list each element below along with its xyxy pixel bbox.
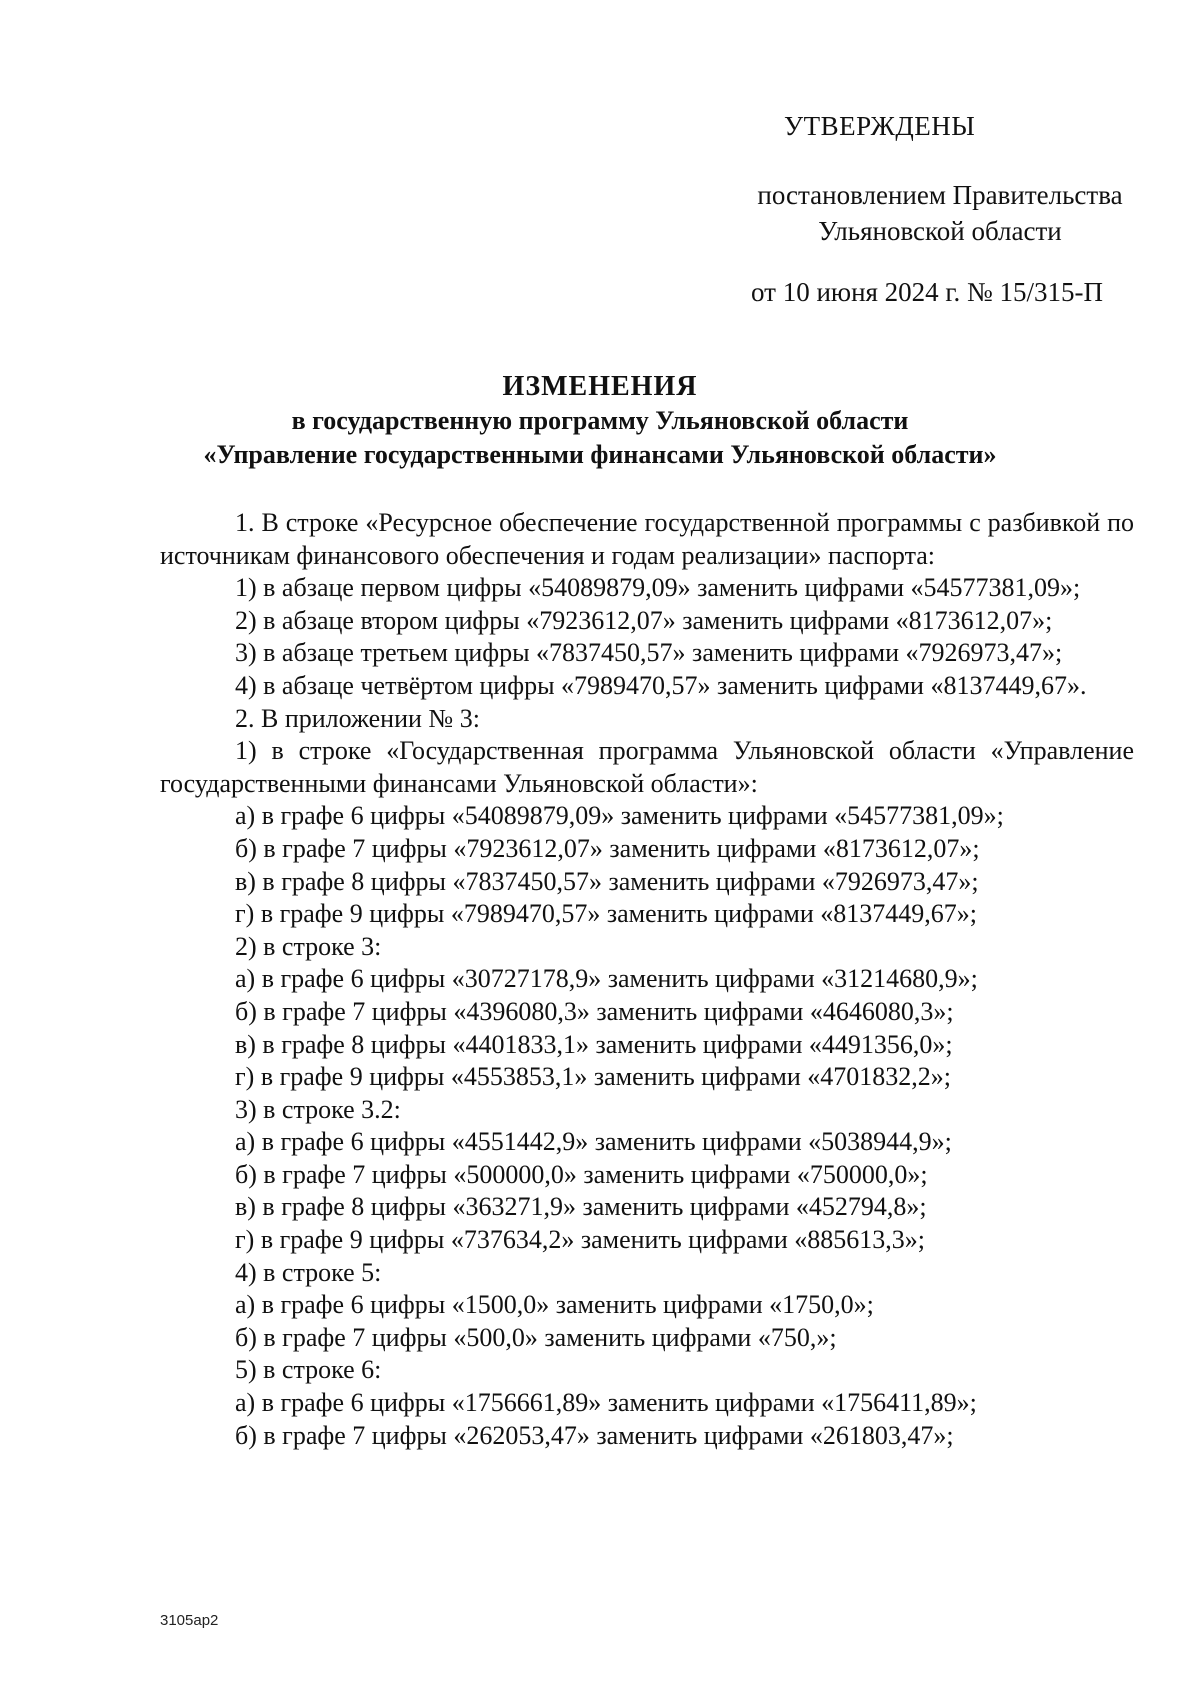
paragraph: в) в графе 8 цифры «4401833,1» заменить цифрами «4491356,0»;: [235, 1029, 953, 1059]
paragraph: б) в графе 7 цифры «500000,0» заменить цифрами «750000,0»;: [235, 1159, 928, 1189]
paragraph: а) в графе 6 цифры «4551442,9» заменить цифрами «5038944,9»;: [235, 1127, 952, 1157]
paragraph: в) в графе 8 цифры «7837450,57» заменить цифрами «7926973,47»;: [235, 866, 979, 896]
paragraph: б) в графе 7 цифры «7923612,07» заменить цифрами «8173612,07»;: [235, 833, 980, 863]
paragraph: а) в графе 6 цифры «1500,0» заменить цифрами «1750,0»;: [235, 1290, 874, 1320]
approval-line-1: постановлением Правительства: [757, 180, 1123, 210]
paragraph: г) в графе 9 цифры «737634,2» заменить цифрами «885613,3»;: [235, 1225, 925, 1255]
paragraph: г) в графе 9 цифры «4553853,1» заменить цифрами «4701832,2»;: [235, 1062, 951, 1092]
paragraph: 1) в абзаце первом цифры «54089879,09» заменить цифрами «54577381,09»;: [235, 573, 1081, 603]
heading-subtitle-1: в государственную программу Ульяновской области: [291, 406, 909, 435]
paragraph: 3) в строке 3.2:: [235, 1094, 401, 1124]
approval-date: от 10 июня 2024 г. № 15/315-П: [751, 277, 1103, 307]
paragraph: а) в графе 6 цифры «54089879,09» заменить цифрами «54577381,09»;: [235, 801, 1004, 831]
paragraph: 2. В приложении № 3:: [235, 703, 480, 733]
paragraph: б) в графе 7 цифры «500,0» заменить цифрами «750,»;: [235, 1322, 837, 1352]
paragraph: 1) в строке «Государственная программа Ульяновской области «Управление государственными финансами Ульяновской области»:: [160, 736, 1134, 798]
paragraph: а) в графе 6 цифры «30727178,9» заменить цифрами «31214680,9»;: [235, 964, 978, 994]
paragraph: 5) в строке 6:: [235, 1355, 382, 1385]
paragraph: а) в графе 6 цифры «1756661,89» заменить цифрами «1756411,89»;: [235, 1388, 977, 1418]
paragraph: 2) в абзаце втором цифры «7923612,07» заменить цифрами «8173612,07»;: [235, 605, 1053, 635]
approval-stamp: [740, 108, 1140, 310]
heading-title: ИЗМЕНЕНИЯ: [502, 371, 698, 402]
footer-doc-code: 3105ap2: [160, 1612, 219, 1629]
paragraph: 4) в строке 5:: [235, 1257, 382, 1287]
paragraph: 1. В строке «Ресурсное обеспечение государственной программы с разбивкой по источникам финансового обеспечения и годам реализации» паспорта:: [160, 508, 1134, 570]
document-heading: [150, 370, 1050, 472]
approval-line-2: Ульяновской области: [818, 216, 1062, 246]
paragraph: 3) в абзаце третьем цифры «7837450,57» заменить цифрами «7926973,47»;: [235, 638, 1063, 668]
document-body: [160, 507, 1134, 1452]
paragraph: б) в графе 7 цифры «262053,47» заменить цифрами «261803,47»;: [235, 1420, 954, 1450]
heading-subtitle-2: «Управление государственными финансами Ульяновской области»: [203, 440, 997, 469]
approval-title: УТВЕРЖДЕНЫ: [784, 111, 976, 141]
paragraph: 4) в абзаце четвёртом цифры «7989470,57» заменить цифрами «8137449,67».: [235, 670, 1087, 700]
paragraph: г) в графе 9 цифры «7989470,57» заменить цифрами «8137449,67»;: [235, 899, 977, 929]
paragraph: б) в графе 7 цифры «4396080,3» заменить цифрами «4646080,3»;: [235, 996, 954, 1026]
paragraph: в) в графе 8 цифры «363271,9» заменить цифрами «452794,8»;: [235, 1192, 927, 1222]
paragraph: 2) в строке 3:: [235, 931, 382, 961]
